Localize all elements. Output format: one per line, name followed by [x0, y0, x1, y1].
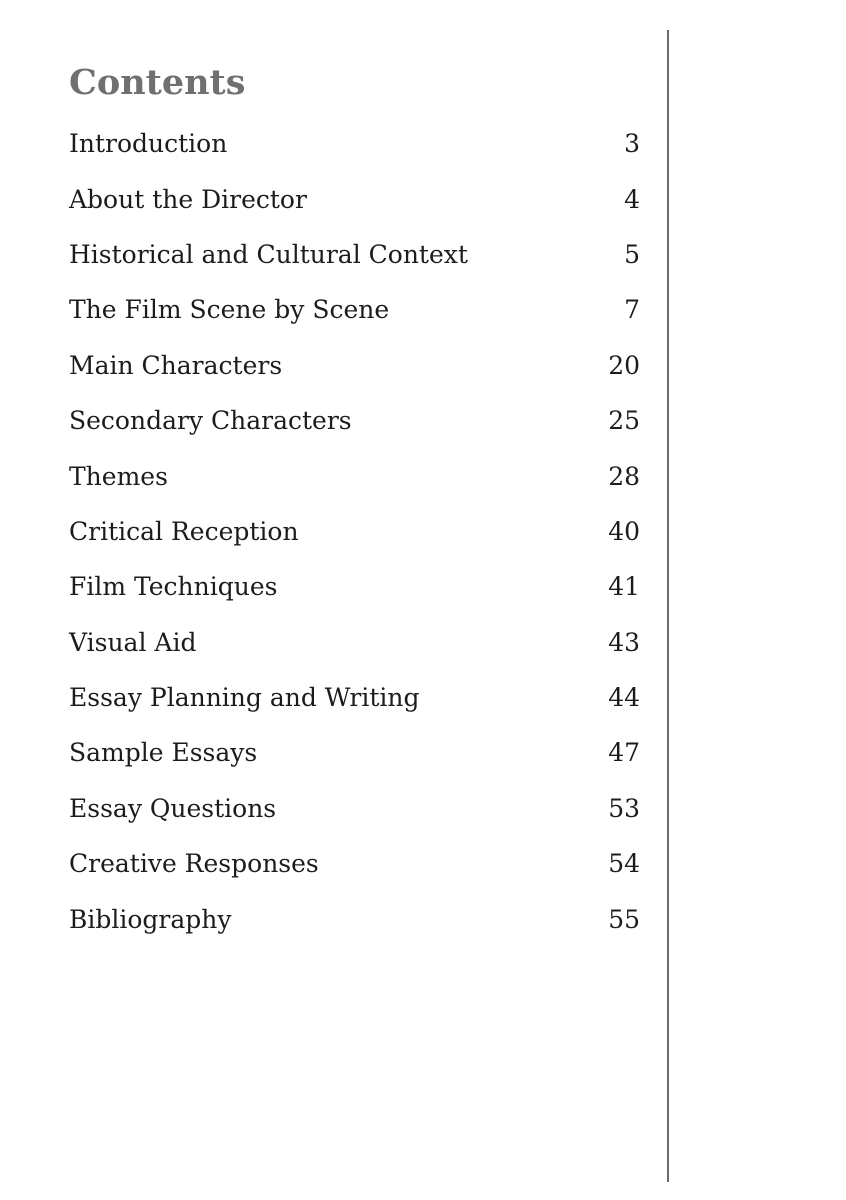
- page-edge-divider: [667, 30, 669, 1182]
- toc-entry-label: Secondary Characters: [69, 406, 352, 436]
- toc-entry[interactable]: [69, 393, 640, 448]
- toc-entry[interactable]: [69, 559, 640, 614]
- toc-entry-page-number: 7: [624, 295, 640, 325]
- toc-entry-label: Introduction: [69, 129, 228, 159]
- toc-entry[interactable]: [69, 448, 640, 503]
- toc-entry-page-number: 25: [608, 406, 640, 436]
- toc-entry-label: Sample Essays: [69, 738, 258, 768]
- toc-entry-page-number: 53: [608, 793, 640, 823]
- toc-entry-page-number: 47: [608, 738, 640, 768]
- toc-entry-label: The Film Scene by Scene: [69, 295, 390, 325]
- toc-entry[interactable]: [69, 670, 640, 725]
- toc-entry-label: Main Characters: [69, 350, 283, 380]
- toc-entry[interactable]: [69, 891, 640, 946]
- page-title: Contents: [69, 62, 246, 103]
- toc-entry[interactable]: [69, 116, 640, 171]
- toc-entry-label: Bibliography: [69, 904, 232, 934]
- table-of-contents: [69, 116, 640, 947]
- toc-entry-label: Essay Questions: [69, 793, 277, 823]
- toc-entry-page-number: 41: [608, 572, 640, 602]
- toc-entry-label: Historical and Cultural Context: [69, 239, 468, 269]
- toc-entry-label: Film Techniques: [69, 572, 278, 602]
- toc-entry-page-number: 54: [608, 849, 640, 879]
- toc-entry[interactable]: [69, 504, 640, 559]
- toc-entry-page-number: 20: [608, 350, 640, 380]
- toc-entry-page-number: 3: [624, 129, 640, 159]
- toc-entry-label: Critical Reception: [69, 516, 299, 546]
- toc-entry-page-number: 4: [624, 184, 640, 214]
- toc-entry[interactable]: [69, 781, 640, 836]
- toc-entry-label: Themes: [69, 461, 168, 491]
- toc-entry-page-number: 43: [608, 627, 640, 657]
- toc-entry[interactable]: [69, 725, 640, 780]
- toc-entry-label: Essay Planning and Writing: [69, 683, 420, 713]
- toc-entry-label: About the Director: [69, 184, 307, 214]
- toc-entry[interactable]: [69, 836, 640, 891]
- toc-entry-page-number: 55: [608, 904, 640, 934]
- toc-entry[interactable]: [69, 282, 640, 337]
- toc-entry-label: Creative Responses: [69, 849, 319, 879]
- toc-entry-page-number: 5: [624, 239, 640, 269]
- toc-entry[interactable]: [69, 227, 640, 282]
- toc-entry[interactable]: [69, 338, 640, 393]
- toc-entry-page-number: 40: [608, 516, 640, 546]
- toc-entry[interactable]: [69, 171, 640, 226]
- toc-entry-label: Visual Aid: [69, 627, 197, 657]
- toc-entry-page-number: 44: [608, 683, 640, 713]
- toc-entry[interactable]: [69, 615, 640, 670]
- toc-entry-page-number: 28: [608, 461, 640, 491]
